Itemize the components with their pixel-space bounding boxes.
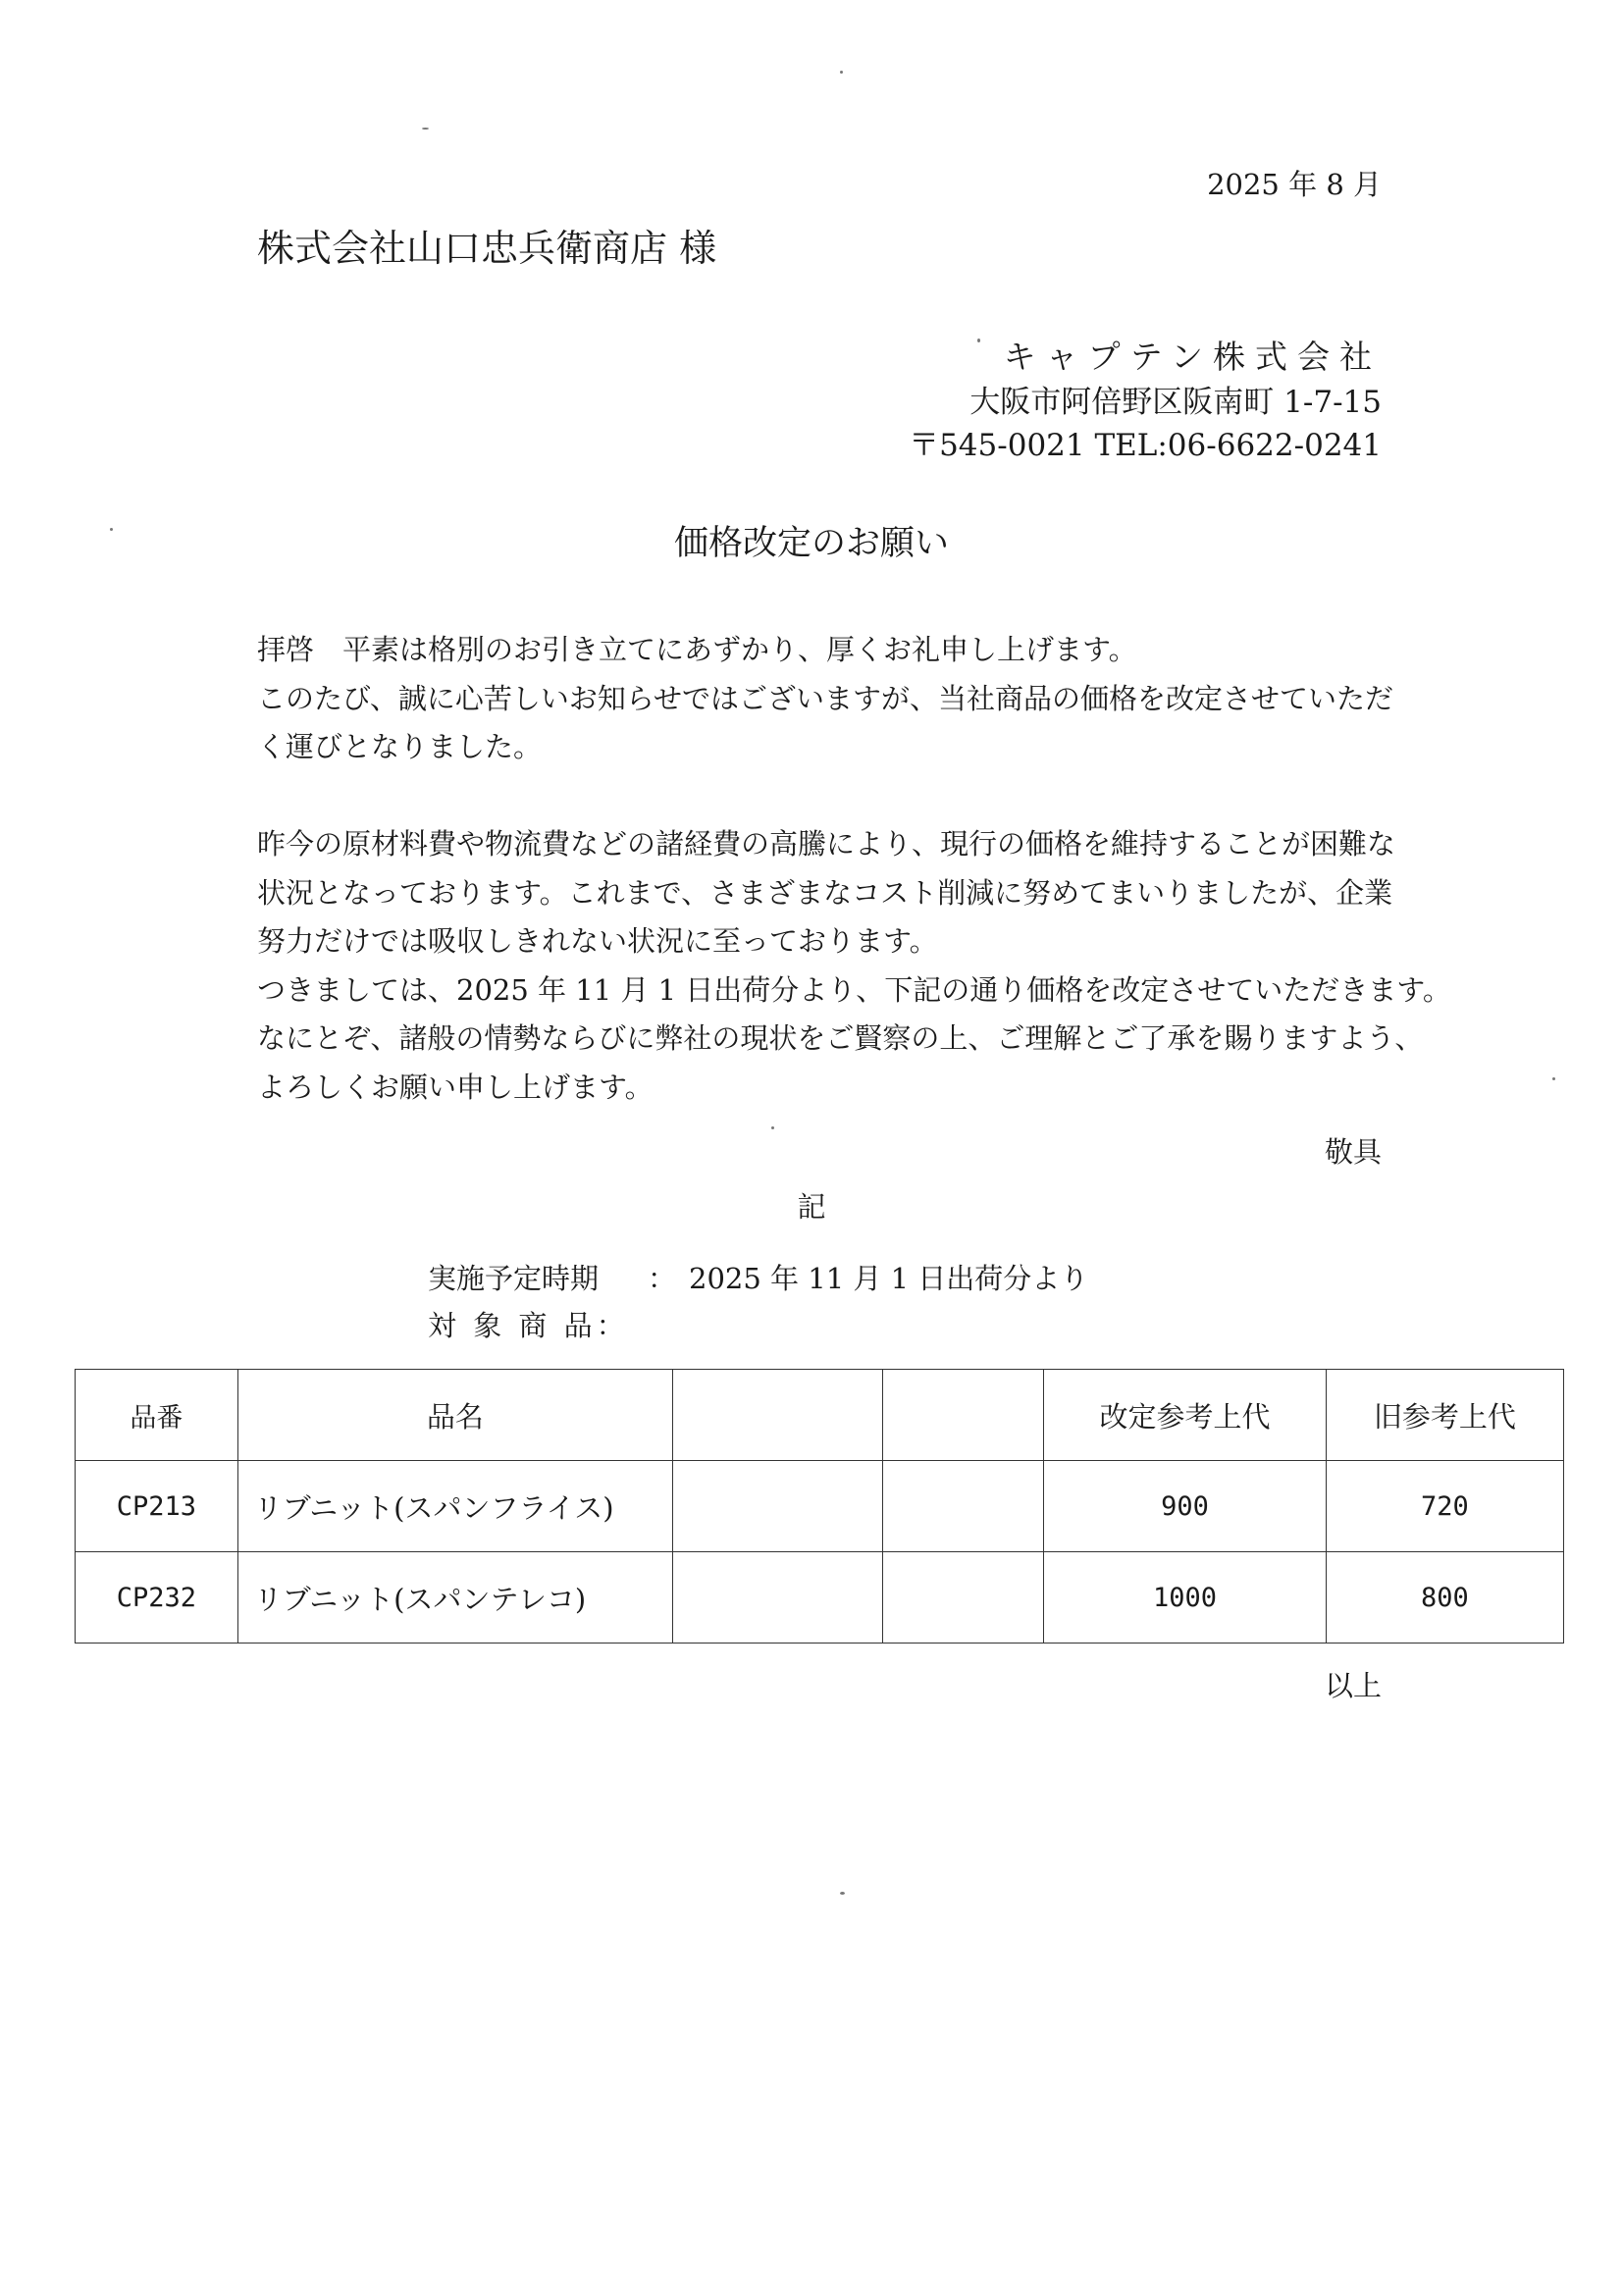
paragraph-gap [257, 772, 1395, 821]
scan-speck [840, 71, 843, 74]
schedule-colon: ： [648, 1262, 677, 1295]
schedule-value: 2025 年 11 月 1 日出荷分より [689, 1262, 1089, 1295]
body-line: よろしくお願い申し上げます。 [257, 1070, 654, 1104]
sender-postal-tel: 〒545-0021 TEL:06-6622-0241 [909, 428, 1382, 463]
cell-new-price: 1000 [1044, 1552, 1327, 1644]
cell-old-price: 720 [1326, 1461, 1563, 1552]
header-new-price: 改定参考上代 [1044, 1370, 1327, 1461]
header-blank [882, 1370, 1044, 1461]
header-code: 品番 [76, 1370, 238, 1461]
sender-company: キャプテン株式会社 [1003, 338, 1382, 376]
header-old-price: 旧参考上代 [1326, 1370, 1563, 1461]
price-table [75, 1369, 1564, 1644]
cell-blank [882, 1461, 1044, 1552]
recipient-name: 株式会社山口忠兵衛商店 様 [257, 227, 717, 270]
scan-speck [771, 1126, 774, 1129]
body-line: 昨今の原材料費や物流費などの諸経費の高騰により、現行の価格を維持することが困難な [257, 827, 1396, 861]
sender-address: 大阪市阿倍野区阪南町 1-7-15 [969, 385, 1382, 420]
body-line: つきましては、2025 年 11 月 1 日出荷分より、下記の通り価格を改定させていただきます。 [257, 972, 1451, 1007]
cell-old-price: 800 [1326, 1552, 1563, 1644]
cell-name: リブニット(スパンテレコ) [237, 1552, 672, 1644]
scan-speck [110, 528, 113, 531]
schedule-label: 実施予定時期 [428, 1262, 600, 1295]
table-header-row [76, 1370, 1564, 1461]
scan-speck [840, 1892, 845, 1895]
closing-ijou: 以上 [1324, 1669, 1382, 1702]
closing-keigu: 敬具 [1324, 1135, 1382, 1169]
scan-speck [977, 339, 980, 342]
scan-speck [1552, 1077, 1555, 1080]
table-row [76, 1552, 1564, 1644]
body-line: なにとぞ、諸般の情勢ならびに弊社の現状をご賢察の上、ご理解とご了承を賜りますよう、 [257, 1021, 1424, 1055]
cell-blank [672, 1552, 882, 1644]
cell-code: CP232 [76, 1552, 238, 1644]
cell-blank [672, 1461, 882, 1552]
body-line: 努力だけでは吸収しきれない状況に至っております。 [257, 924, 938, 958]
body-line: このたび、誠に心苦しいお知らせではございますが、当社商品の価格を改定させていただ [257, 681, 1393, 715]
ki-heading: 記 [797, 1190, 826, 1224]
header-blank [672, 1370, 882, 1461]
body-line: 状況となっております。これまで、さまざまなコスト削減に努めてまいりましたが、企業 [257, 875, 1393, 910]
products-label: 対 象 商 品： [428, 1309, 629, 1342]
cell-name: リブニット(スパンフライス) [237, 1461, 672, 1552]
letter-date: 2025 年 8 月 [1207, 168, 1382, 201]
letter-title: 価格改定のお願い [673, 524, 949, 563]
body-line: 拝啓 平素は格別のお引き立てにあずかり、厚くお礼申し上げます。 [257, 633, 1137, 666]
cell-code: CP213 [76, 1461, 238, 1552]
cell-blank [882, 1552, 1044, 1644]
scan-speck [422, 128, 429, 130]
table-row [76, 1461, 1564, 1552]
header-name: 品名 [237, 1370, 672, 1461]
letter-body [257, 626, 1451, 1112]
body-line: く運びとなりました。 [257, 730, 543, 763]
cell-new-price: 900 [1044, 1461, 1327, 1552]
